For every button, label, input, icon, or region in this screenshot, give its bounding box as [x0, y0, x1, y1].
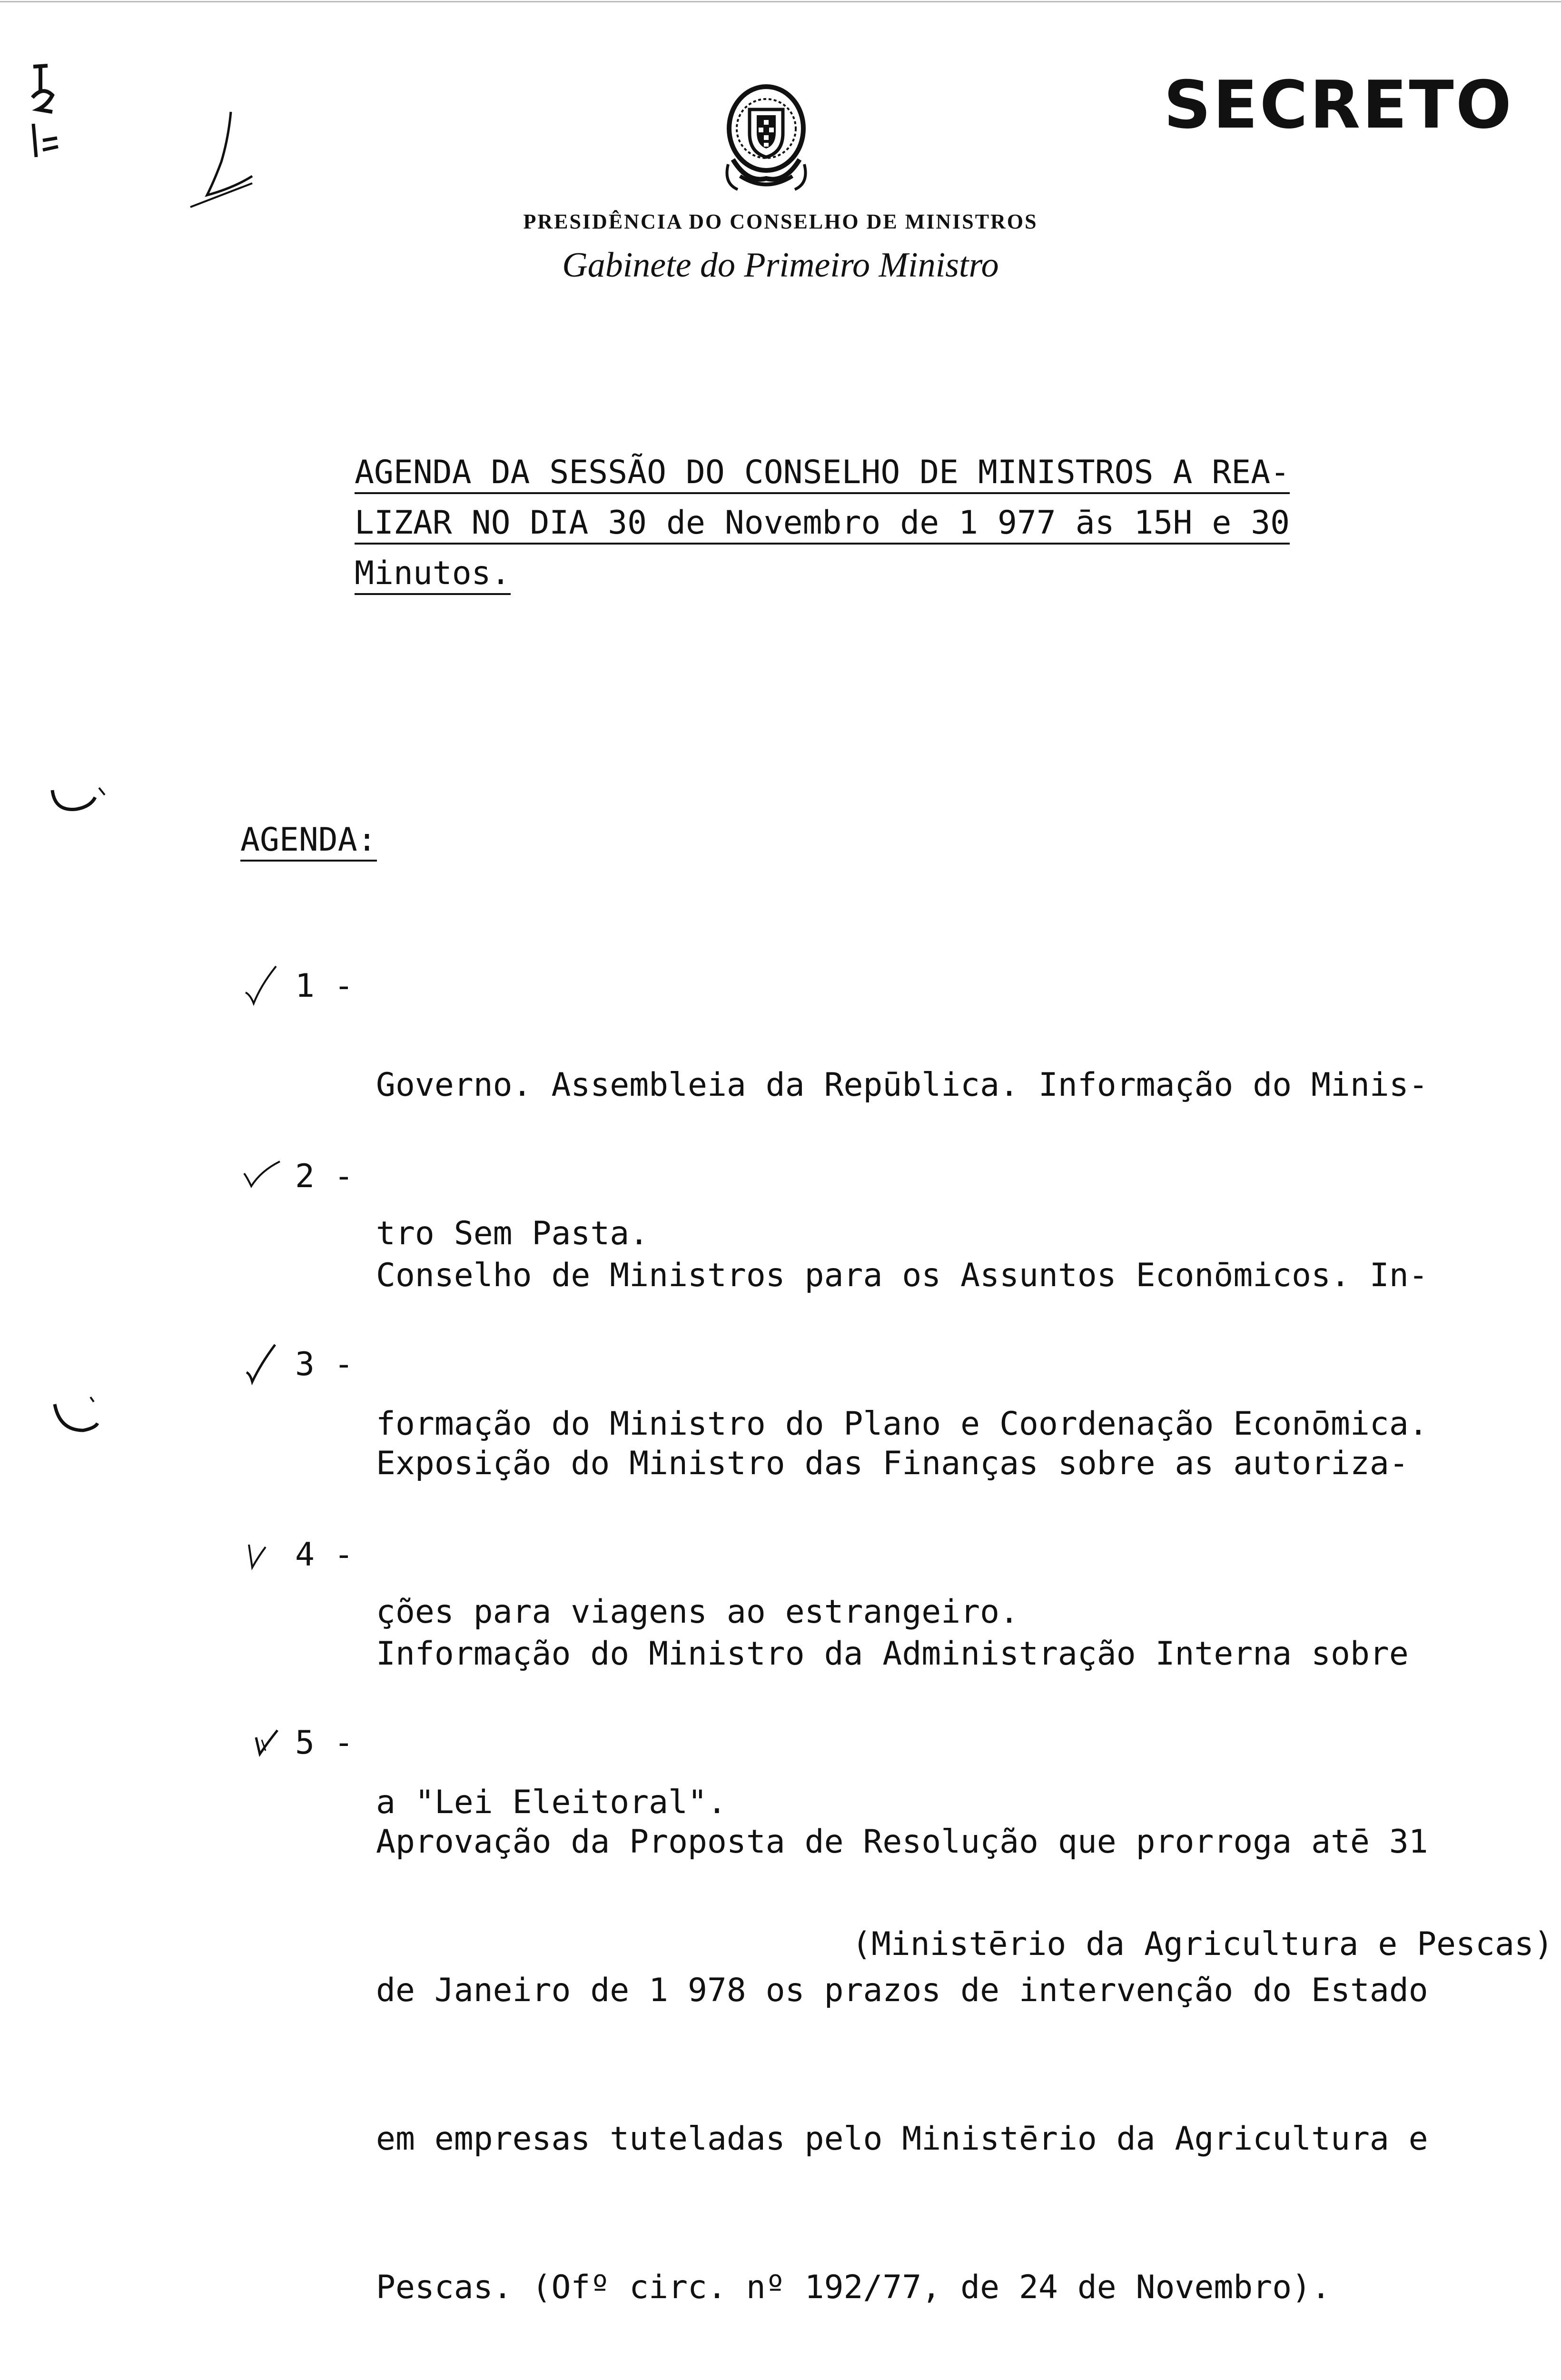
checkmark-icon — [242, 962, 285, 1014]
agenda-item-text: Conselho de Ministros para os Assuntos Econōmicos. In- formação do Ministro do Plano e Coordenação Econōmica. — [376, 1257, 1428, 1443]
agenda-item-number: 2 - — [295, 1158, 354, 1195]
coat-of-arms-icon — [719, 76, 814, 195]
agenda-item-text: Governo. Assembleia da Repūblica. Informação do Minis- tro Sem Pasta. — [376, 1066, 1428, 1252]
session-title-line: Minutos. — [355, 548, 1306, 599]
agenda-item-number: 1 - — [295, 967, 354, 1005]
checkmark-icon — [242, 1718, 285, 1771]
classification-stamp: SECRETO — [1164, 67, 1513, 143]
office-name: Gabinete do Primeiro Ministro — [562, 246, 999, 285]
agenda-item-number: 3 - — [295, 1346, 354, 1383]
agenda-item-number: 5 - — [295, 1724, 354, 1762]
handwritten-page-mark — [19, 52, 90, 162]
agenda-heading: AGENDA: — [240, 821, 377, 859]
session-title-line: LIZAR NO DIA 30 de Novembro de 1 977 ās 15H e 30 — [355, 498, 1306, 548]
session-title-line: AGENDA DA SESSÃO DO CONSELHO DE MINISTROS A REA- — [355, 447, 1306, 498]
checkmark-icon — [242, 1152, 285, 1204]
organization-name: PRESIDÊNCIA DO CONSELHO DE MINISTROS — [523, 210, 1038, 233]
agenda-item-text: Aprovação da Proposta de Resolução que prorroga atē 31 de Janeiro de 1 978 os prazos de intervenção do Estado em empresas tuteladas pelo Ministērio da Agricultura e Pescas. (Ofº circ. nº 192/77, de 24 de Novembro). — [376, 1823, 1428, 2306]
checkmark-icon — [242, 1340, 285, 1392]
handwritten-margin-curve-1 — [48, 781, 114, 828]
handwritten-margin-curve-2 — [50, 1390, 107, 1442]
checkmark-icon — [242, 1530, 285, 1583]
handwritten-initial-mark — [181, 105, 267, 224]
agenda-item-text: Exposição do Ministro das Finanças sobre as autoriza- ções para viagens ao estrangeiro. — [376, 1445, 1409, 1631]
agenda-item-number: 4 - — [295, 1536, 354, 1574]
responsible-ministry-note: (Ministērio da Agricultura e Pescas) — [852, 1925, 1553, 1963]
session-title — [355, 447, 1306, 599]
agenda-item-text: Informação do Ministro da Administração Interna sobre a "Lei Eleitoral". — [376, 1635, 1409, 1821]
top-edge-rule — [0, 1, 1561, 2]
